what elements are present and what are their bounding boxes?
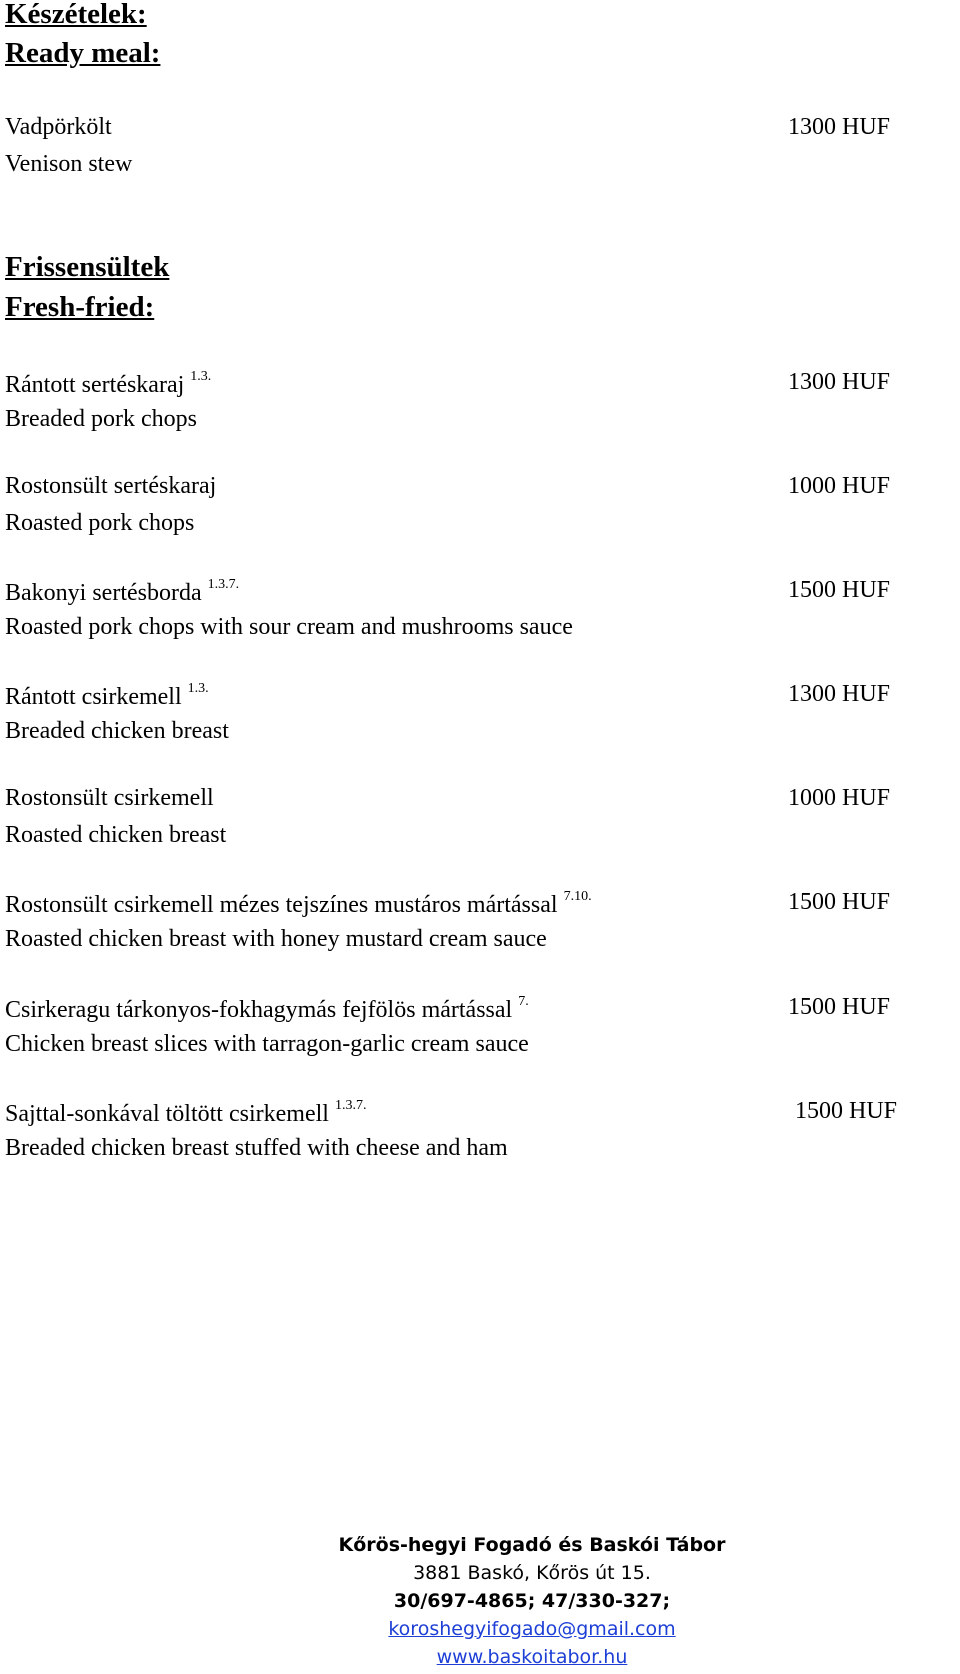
menu-item-price: 1500 HUF — [787, 994, 890, 1020]
menu-item-translation: Breaded chicken breast — [5, 718, 229, 744]
menu-item-price: 1000 HUF — [787, 473, 890, 499]
menu-item-name: Rostonsült csirkemell mézes tejszínes mustáros mártással $^{7.10.}$ — [5, 889, 592, 918]
section-title-hu: Frissensültek — [5, 251, 170, 283]
menu-item-name: Csirkeragu tárkonyos-fokhagymás fejfölös mártással $^{7.}$ — [5, 994, 529, 1023]
menu-item — [5, 370, 960, 450]
menu-item — [5, 682, 960, 762]
menu-item — [5, 474, 960, 554]
menu-item-translation: Chicken breast slices with tarragon-garlic cream sauce — [5, 1031, 529, 1057]
allergen-codes: 1.3.7. — [207, 577, 240, 592]
menu-item-name: Vadpörkölt — [5, 114, 112, 140]
menu-item-price: 1300 HUF — [787, 114, 890, 140]
menu-item — [5, 786, 960, 866]
menu-item-price: 1300 HUF — [787, 369, 890, 395]
website-link[interactable]: www.baskoitabor.hu — [436, 1646, 628, 1668]
allergen-codes: 7.10. — [563, 889, 592, 904]
allergen-codes: 1.3. — [190, 369, 212, 384]
menu-item-translation: Roasted chicken breast — [5, 822, 227, 848]
menu-item — [5, 1099, 960, 1179]
menu-item-translation: Breaded pork chops — [5, 406, 197, 432]
menu-item-name: Rántott sertéskaraj $^{1.3.}$ — [5, 369, 212, 398]
menu-item — [5, 995, 960, 1075]
allergen-codes: 7. — [518, 994, 529, 1009]
menu-item-price: 1300 HUF — [787, 681, 890, 707]
menu-item — [5, 890, 960, 970]
menu-item-name: Sajttal-sonkával töltött csirkemell $^{1.3.7.}$ — [5, 1098, 367, 1127]
menu-item-name: Rántott csirkemell $^{1.3.}$ — [5, 681, 209, 710]
menu-item-price: 1500 HUF — [794, 1098, 897, 1124]
menu-item-translation: Roasted pork chops — [5, 510, 195, 536]
business-name: Kőrös-hegyi Fogadó és Baskói Tábor — [338, 1534, 726, 1556]
phone-numbers: 30/697-4865; 47/330-327; — [393, 1590, 671, 1612]
menu-item-translation: Venison stew — [5, 151, 133, 177]
address: 3881 Baskó, Kőrös út 15. — [413, 1562, 651, 1584]
allergen-codes: 1.3.7. — [334, 1098, 367, 1113]
section-title-en: Ready meal: — [5, 37, 161, 69]
menu-item — [5, 578, 960, 658]
section-title-hu: Készételek: — [5, 0, 147, 30]
email-link[interactable]: koroshegyifogado@gmail.com — [388, 1618, 676, 1640]
menu-item-price: 1500 HUF — [787, 577, 890, 603]
footer-contact — [0, 1531, 960, 1671]
menu-item — [5, 115, 960, 195]
menu-item-price: 1500 HUF — [787, 889, 890, 915]
menu-item-name: Rostonsült csirkemell — [5, 785, 214, 811]
menu-item-price: 1000 HUF — [787, 785, 890, 811]
menu-item-name: Bakonyi sertésborda $^{1.3.7.}$ — [5, 577, 240, 606]
allergen-codes: 1.3. — [187, 681, 209, 696]
section-title-en: Fresh-fried: — [5, 291, 155, 323]
menu-item-name: Rostonsült sertéskaraj — [5, 473, 217, 499]
menu-item-translation: Roasted chicken breast with honey mustard cream sauce — [5, 926, 547, 952]
menu-item-translation: Breaded chicken breast stuffed with cheese and ham — [5, 1135, 508, 1161]
menu-item-translation: Roasted pork chops with sour cream and mushrooms sauce — [5, 614, 573, 640]
